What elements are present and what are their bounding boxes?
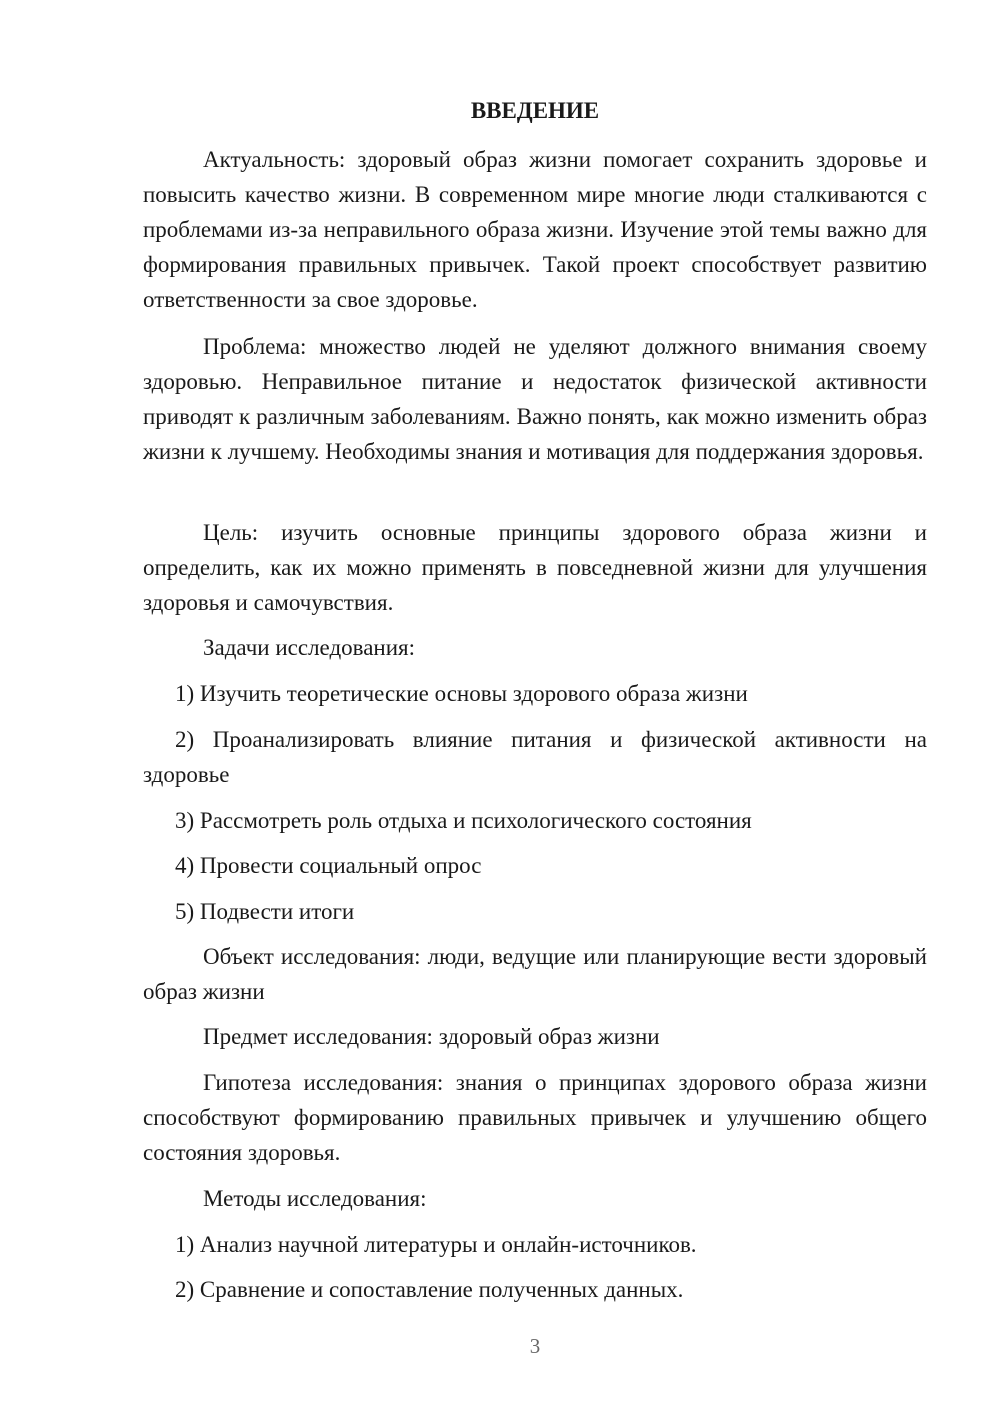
task-item-3: 3) Рассмотреть роль отдыха и психологического состояния <box>175 808 752 833</box>
object-paragraph: Объект исследования: люди, ведущие или планирующие вести здоровый образ жизни <box>143 944 927 1004</box>
task-item-4: 4) Провести социальный опрос <box>175 853 482 878</box>
goal-paragraph: Цель: изучить основные принципы здорового образа жизни и определить, как их можно применять в повседневной жизни для улучшения здоровья и самочувствия. <box>143 520 927 615</box>
method-item-1: 1) Анализ научной литературы и онлайн-источников. <box>175 1232 697 1257</box>
task-item-5: 5) Подвести итоги <box>175 899 355 924</box>
methods-title: Методы исследования: <box>203 1186 427 1211</box>
tasks-title: Задачи исследования: <box>203 635 416 660</box>
task-item-1: 1) Изучить теоретические основы здорового образа жизни <box>175 681 748 706</box>
method-item-2: 2) Сравнение и сопоставление полученных данных. <box>175 1277 684 1302</box>
subject-paragraph: Предмет исследования: здоровый образ жизни <box>203 1024 660 1049</box>
problem-paragraph: Проблема: множество людей не уделяют должного внимания своему здоровью. Неправильное питание и недостаток физической активности приводят к различным заболеваниям. Важно понять, как можно изменить образ жизни к лучшему. Необходимы знания и мотивация для поддержания здоровья. <box>143 334 927 464</box>
hypothesis-paragraph: Гипотеза исследования: знания о принципах здорового образа жизни способствуют формированию правильных привычек и улучшению общего состояния здоровья. <box>143 1070 927 1165</box>
page-number: 3 <box>529 1334 541 1358</box>
task-item-2: 2) Проанализировать влияние питания и физической активности на здоровье <box>143 727 927 787</box>
relevance-paragraph: Актуальность: здоровый образ жизни помогает сохранить здоровье и повысить качество жизни. В современном мире многие люди сталкиваются с проблемами из-за неправильного образа жизни. Изучение этой темы важно для формирования правильных привычек. Такой проект способствует развитию ответственности за свое здоровье. <box>143 147 927 312</box>
section-heading: ВВЕДЕНИЕ <box>470 98 600 123</box>
